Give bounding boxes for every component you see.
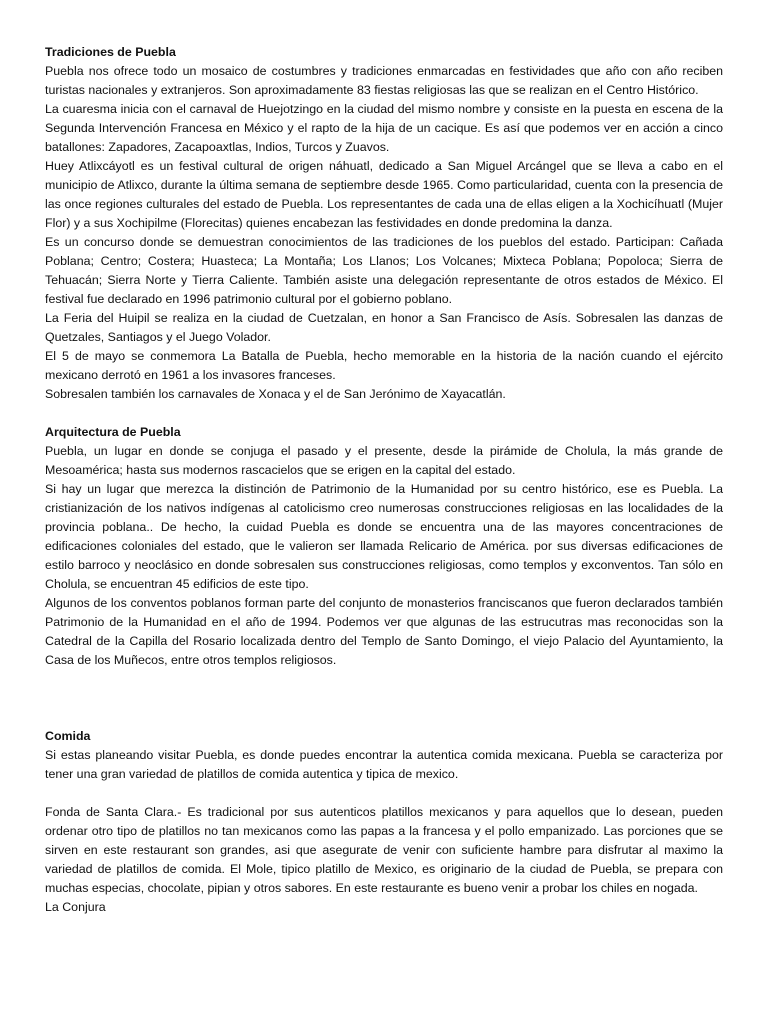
paragraph: Fonda de Santa Clara.- Es tradicional por sus autenticos platillos mexicanos y para aquellos que lo desean, pueden ordenar otro tipo de platillos no tan mexicanos como las papas a la francesa y el pollo empanizado. Las porciones que se sirven en este restaurant son grandes, asi que asegurate de venir con suficiente hambre para disfrutar al maximo la variedad de platillos de comida. El Mole, tipico platillo de Mexico, es originario de la ciudad de Puebla, se prepara con muchas especias, chocolate, pipian y otros sabores. En este restaurante es bueno venir a probar los chiles en nogada.	[45, 805, 723, 895]
paragraph: Puebla nos ofrece todo un mosaico de costumbres y tradiciones enmarcadas en festividades que año con año reciben turistas nacionales y extranjeros. Son aproximadamente 83 fiestas religiosas las que se realizan en el Centro Histórico.	[45, 64, 723, 97]
paragraph: Si estas planeando visitar Puebla, es donde puedes encontrar la autentica comida mexicana. Puebla se caracteriza por tener una gran variedad de platillos de comida autentica y tipica de mexico.	[45, 748, 723, 781]
paragraph: La Feria del Huipil se realiza en la ciudad de Cuetzalan, en honor a San Francisco de Asís. Sobresalen las danzas de Quetzales, Santiagos y el Juego Volador.	[45, 311, 723, 344]
paragraph: Puebla, un lugar en donde se conjuga el pasado y el presente, desde la pirámide de Cholula, la más grande de Mesoamérica; hasta sus modernos rascacielos que se erigen en la capital del estado.	[45, 444, 723, 477]
section-comida	[45, 727, 723, 917]
section-heading: Comida	[45, 729, 91, 743]
paragraph-spacer	[45, 784, 723, 803]
paragraph: La cuaresma inicia con el carnaval de Huejotzingo en la ciudad del mismo nombre y consiste en la puesta en escena de la Segunda Intervención Francesa en México y el rapto de la hija de un cacique. Es así que podemos ver en acción a cinco batallones: Zapadores, Zacapoaxtlas, Indios, Turcos y Zuavos.	[45, 102, 723, 154]
section-tradiciones	[45, 43, 723, 404]
paragraph: Huey Atlixcáyotl es un festival cultural de origen náhuatl, dedicado a San Miguel Arcángel que se lleva a cabo en el municipio de Atlixco, durante la última semana de septiembre desde 1965. Como particularidad, cuenta con la presencia de las once regiones culturales del estado de Puebla. Los representantes de cada una de ellas eligen a la Xochicíhuatl (Mujer Flor) y a sus Xochipilme (Florecitas) quienes encabezan las festividades en donde predomina la danza.	[45, 159, 723, 230]
paragraph: Si hay un lugar que merezca la distinción de Patrimonio de la Humanidad por su centro histórico, ese es Puebla. La cristianización de los nativos indígenas al catolicismo creo numerosas construcciones religiosas en las localidades de la provincia poblana.. De hecho, la cuidad Puebla es donde se encuentra una de las mayores concentraciones de edificaciones coloniales del estado, que le valieron ser llamada Relicario de América. por sus diversas edificaciones de estilo barroco y neoclásico en donde sobresalen sus construcciones religiosas, como templos y exconventos. Tan sólo en Cholula, se encuentran 45 edificios de este tipo.	[45, 482, 723, 591]
section-arquitectura	[45, 423, 723, 670]
paragraph: Es un concurso donde se demuestran conocimientos de las tradiciones de los pueblos del estado. Participan: Cañada Poblana; Centro; Costera; Huasteca; La Montaña; Los Llanos; Los Volcanes; Mixteca Poblana; Popoloca; Sierra de Tehuacán; Sierra Norte y Tierra Caliente. También asiste una delegación representante de otros estados de México. El festival fue declarado en 1996 patrimonio cultural por el gobierno poblano.	[45, 235, 723, 306]
section-heading: Tradiciones de Puebla	[45, 45, 176, 59]
paragraph: Sobresalen también los carnavales de Xonaca y el de San Jerónimo de Xayacatlán.	[45, 387, 506, 401]
section-heading: Arquitectura de Puebla	[45, 425, 181, 439]
document-page	[45, 43, 723, 917]
paragraph: Algunos de los conventos poblanos forman parte del conjunto de monasterios franciscanos que fueron declarados también Patrimonio de la Humanidad en el año de 1994. Podemos ver que algunas de las estrucutras mas reconocidas son la Catedral de la Capilla del Rosario localizada dentro del Templo de Santo Domingo, el viejo Palacio del Ayuntamiento, la Casa de los Muñecos, entre otros templos religiosos.	[45, 596, 723, 667]
paragraph: El 5 de mayo se conmemora La Batalla de Puebla, hecho memorable en la historia de la nación cuando el ejército mexicano derrotó en 1961 a los invasores franceses.	[45, 349, 723, 382]
paragraph: La Conjura	[45, 900, 106, 914]
